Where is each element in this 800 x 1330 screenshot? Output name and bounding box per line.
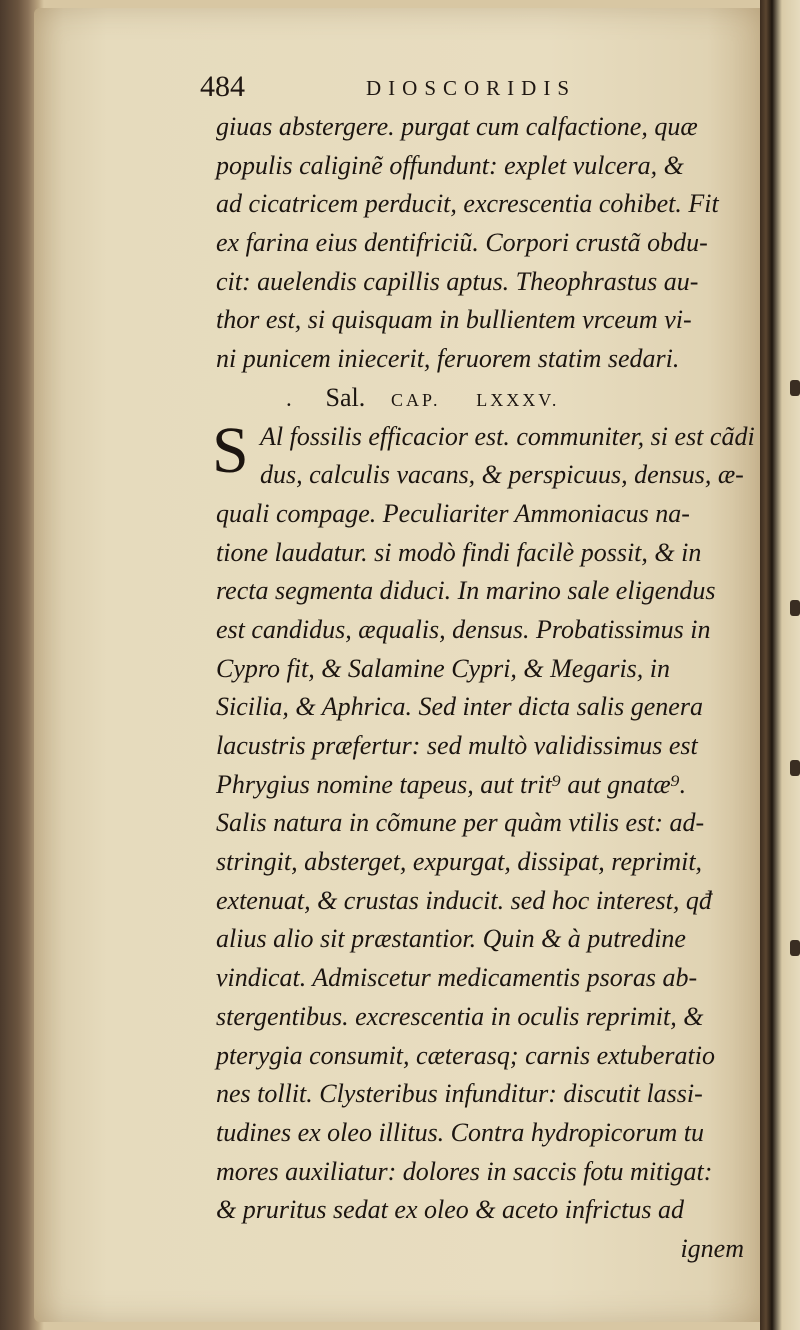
text-line: stringit, absterget, expurgat, dissipat, reprimit, (216, 847, 703, 877)
text-line: tione laudatur. si modò findi facilè possit, & in (216, 537, 702, 567)
drop-capital: S (212, 413, 249, 487)
chapter-heading (216, 379, 764, 418)
facing-page-ink-mark (790, 380, 800, 396)
text-line: tudines ex oleo illitus. Contra hydropicorum tu (216, 1117, 704, 1147)
text-line: recta segmenta diduci. In marino sale eligendus (216, 576, 716, 606)
chapter-label: CAP. (390, 389, 441, 410)
text-line: ad cicatricem perducit, excrescentia cohibet. Fit (216, 189, 719, 219)
text-line: nes tollit. Clysteribus infunditur: discutit lassi- (216, 1079, 703, 1109)
chapter-title: Sal. (325, 382, 366, 412)
chapter-paragraph (212, 413, 764, 1230)
facing-page-edge (760, 0, 800, 1330)
text-line: vindicat. Admiscetur medicamentis psoras ab- (216, 963, 698, 993)
text-line: dus, calculis vacans, & perspicuus, densus, æ- (260, 460, 744, 490)
text-line: lacustris præfertur: sed multò validissimus est (216, 731, 698, 760)
text-line: Cypro fit, & Salamine Cypri, & Megaris, in (216, 653, 671, 683)
text-line: extenuat, & crustas inducit. sed hoc interest, qđ (216, 885, 712, 915)
text-line: est candidus, æqualis, densus. Probatissimus in (216, 614, 711, 644)
catchword: ignem (680, 1233, 744, 1263)
chapter-number: LXXXV. (476, 389, 560, 410)
text-line: Al fossilis efficacior est. communiter, si est cãdi (260, 421, 755, 451)
running-head: DIOSCORIDIS (366, 76, 577, 100)
paragraph-continuation (216, 108, 764, 379)
text-line: Salis natura in cõmune per quàm vtilis est: ad- (216, 808, 705, 838)
text-line: ni punicem iniecerit, feruorem statim sedari. (216, 344, 680, 374)
text-line: quali compage. Peculiariter Ammoniacus na- (216, 498, 690, 528)
text-line: alius alio sit præstantior. Quin & à putredine (216, 924, 686, 954)
facing-page-ink-mark (790, 940, 800, 956)
text-line: pterygia consumit, cæterasq; carnis extuberatio (216, 1040, 715, 1070)
text-line: populis caliginẽ offundunt: explet vulcera, & (216, 150, 684, 180)
body-text (212, 108, 764, 1269)
text-line: ex farina eius dentifriciũ. Corpori crustã obdu- (216, 228, 708, 258)
text-line: & pruritus sedat ex oleo & aceto infrictus ad (216, 1195, 684, 1225)
page-header (196, 60, 756, 110)
text-line: Phrygius nomine tapeus, aut trit⁹ aut gnatæ⁹. (216, 769, 687, 799)
text-line: mores auxiliatur: dolores in saccis fotu mitigat: (216, 1156, 713, 1186)
page-number: 484 (200, 70, 245, 103)
chapter-dot: . (286, 385, 292, 411)
text-line: giuas abstergere. purgat cum calfactione, quæ (216, 112, 698, 141)
text-line: cit: auelendis capillis aptus. Theophrastus au- (216, 266, 699, 296)
text-line: thor est, si quisquam in bullientem vrceum vi- (216, 305, 692, 335)
text-line: Sicilia, & Aphrica. Sed inter dicta salis genera (216, 692, 703, 722)
text-line: stergentibus. excrescentia in oculis reprimit, & (216, 1001, 704, 1031)
facing-page-ink-mark (790, 600, 800, 616)
facing-page-ink-mark (790, 760, 800, 776)
